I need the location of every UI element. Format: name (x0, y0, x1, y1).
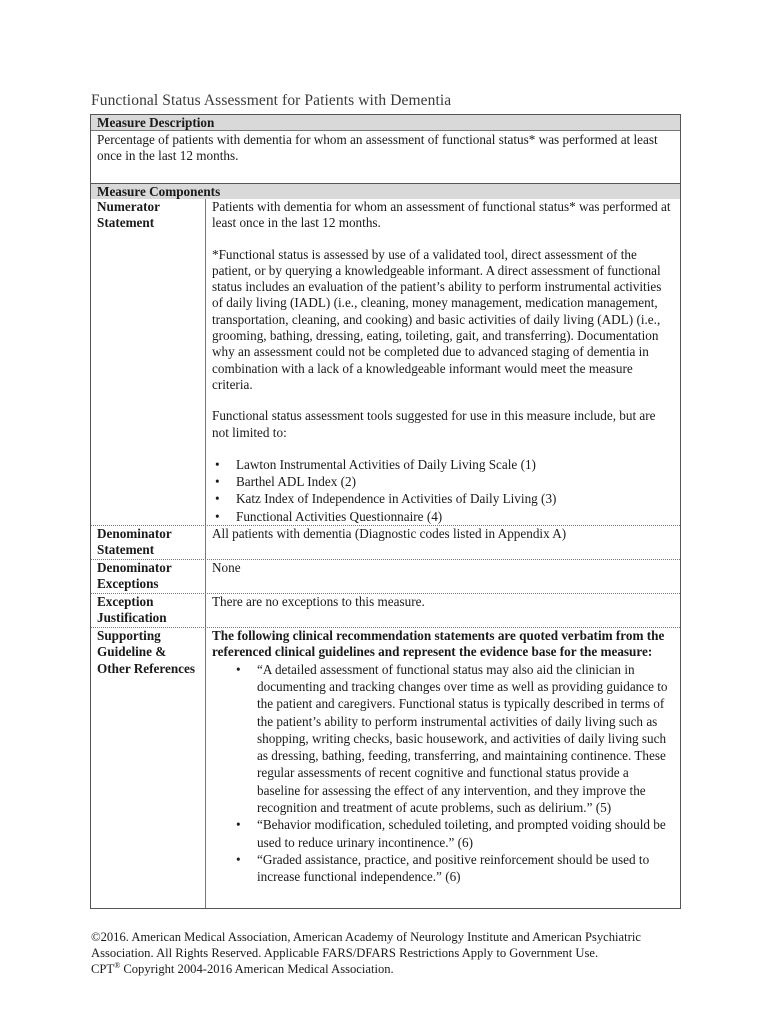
page-title: Functional Status Assessment for Patients with Dementia (91, 92, 452, 109)
numerator-value (206, 199, 680, 525)
cpt-prefix: CPT (91, 961, 115, 976)
supporting-guideline-value (206, 628, 680, 908)
measure-description-heading: Measure Description (91, 115, 680, 131)
numerator-statement: Patients with dementia for whom an assessment of functional status* was performed at least once in the last 12 months. (212, 199, 671, 231)
supporting-guideline-label: Supporting Guideline & Other References (91, 628, 206, 908)
supporting-guideline-row (91, 628, 680, 908)
supporting-guideline-lead: The following clinical recommendation statements are quoted verbatim from the referenced clinical guidelines and represent the evidence base for the measure: (212, 628, 665, 660)
denominator-exceptions-value: None (212, 560, 241, 576)
cpt-suffix: Copyright 2004-2016 American Medical Association. (120, 961, 394, 976)
measure-table (90, 114, 681, 909)
list-item: • “Behavior modification, scheduled toileting, and prompted voiding should be used to reduce urinary incontinence.” (6) (212, 816, 674, 851)
denominator-row (91, 526, 680, 560)
tools-intro: Functional status assessment tools suggested for use in this measure include, but are not limited to: (212, 408, 656, 440)
list-item: • Lawton Instrumental Activities of Daily Living Scale (1) (212, 456, 674, 473)
functional-status-footnote: *Functional status is assessed by use of a validated tool, direct assessment of the patient, or by querying a knowledgeable informant. A direct assessment of functional status includes an evaluation of the patient’s ability to perform instrumental activities of daily living (IADL) (i.e., cleaning, money management, medication management, transportation, cleaning, and cooking) and basic activities of daily living (ADL) (i.e., grooming, bathing, dressing, eating, toileting, gait, and transferring). Documentation why an assessment could not be completed due to advanced staging of dementia in combination with a lack of a knowledgeable informant would meet the measure criteria. (212, 246, 662, 392)
guideline-quotes-list (212, 661, 674, 886)
denominator-exceptions-label: Denominator Exceptions (91, 560, 206, 593)
denominator-exceptions-row (91, 560, 680, 594)
copyright-line: ©2016. American Medical Association, American Academy of Neurology Institute and American Psychiatric Association. All Rights Reserved. Applicable FARS/DFARS Restrictions Apply to Government Use. (91, 930, 641, 960)
list-item: • “Graded assistance, practice, and positive reinforcement should be used to increase functional independence.” (6) (212, 851, 674, 886)
measure-components-heading: Measure Components (91, 184, 680, 199)
registered-mark: ® (114, 960, 121, 970)
tools-list (212, 456, 674, 525)
measure-description-text: Percentage of patients with dementia for whom an assessment of functional status* was performed at least once in the last 12 months. (91, 131, 680, 184)
list-item: • Functional Activities Questionnaire (4) (212, 508, 674, 525)
numerator-label: Numerator Statement (91, 199, 206, 525)
list-item: • Katz Index of Independence in Activities of Daily Living (3) (212, 490, 674, 507)
list-item: • “A detailed assessment of functional status may also aid the clinician in documenting and tracking changes over time as well as providing guidance to the patient and caregivers. Functional status is typically described in terms of the patient’s ability to perform instrumental activities of daily living such as shopping, writing checks, basic housework, and activities of daily living such as dressing, bathing, feeding, transferring, and maintaining continence. These regular assessments of recent cognitive and functional status provide a baseline for assessing the effect of any intervention, and they improve the recognition and treatment of acute problems, such as delirium.” (5) (212, 661, 674, 817)
denominator-label: Denominator Statement (91, 526, 206, 559)
list-item: • Barthel ADL Index (2) (212, 473, 674, 490)
exception-justification-value: There are no exceptions to this measure. (212, 594, 425, 610)
exception-justification-row (91, 594, 680, 628)
copyright-footer (91, 930, 691, 977)
denominator-value: All patients with dementia (Diagnostic codes listed in Appendix A) (212, 526, 567, 542)
numerator-row (91, 199, 680, 526)
exception-justification-label: Exception Justification (91, 594, 206, 627)
cpt-copyright-line (91, 962, 691, 978)
